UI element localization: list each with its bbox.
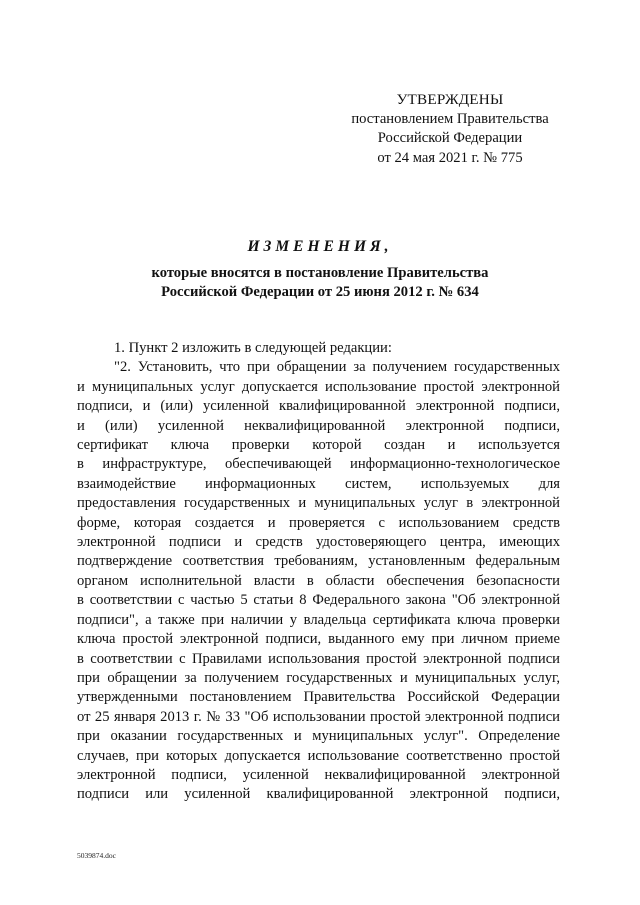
body-line-11: подтверждение соответствия требованиям, установленным федеральным (77, 553, 560, 570)
body-line-18: утвержденными постановлением Правительства Российской Федерации (77, 689, 560, 706)
body-line-20: при оказании государственных и муниципальных услуг". Определение (77, 728, 560, 745)
body-line-8: предоставления государственных и муниципальных услуг в электронной (77, 495, 560, 512)
document-body (77, 339, 560, 805)
body-line-15: ключа простой электронной подписи, выданного ему при личном приеме (77, 631, 560, 648)
body-line-23: подписи или усиленной квалифицированной электронной подписи, (77, 786, 560, 803)
body-line-3: подписи, и (или) усиленной квалифицированной электронной подписи, (77, 398, 560, 415)
body-line-14: подписи", а также при наличии у владельца сертификата ключа проверки (77, 611, 560, 628)
approval-block (330, 90, 570, 168)
body-line-9: форме, которая создается и проверяется с использованием средств (77, 514, 560, 531)
approval-line-3: от 24 мая 2021 г. № 775 (377, 149, 523, 166)
body-line-19: от 25 января 2013 г. № 33 "Об использовании простой электронной подписи (77, 708, 560, 725)
file-name-footer: 5039874.doc (77, 851, 116, 860)
body-line-21: случаев, при которых допускается использование соответственно простой (77, 747, 560, 764)
body-line-13: в соответствии с частью 5 статьи 8 Федерального закона "Об электронной (77, 592, 560, 609)
body-line-7: взаимодействие информационных систем, используемых для (77, 475, 560, 492)
body-line-17: при обращении за получением государственных и муниципальных услуг, (77, 669, 560, 686)
document-title: ИЗМЕНЕНИЯ, (247, 238, 393, 255)
body-line-12: органом исполнительной власти в области обеспечения безопасности (77, 572, 560, 589)
body-line-2: и муниципальных услуг допускается использование простой электронной (77, 378, 560, 395)
body-line-22: электронной подписи, усиленной неквалифицированной электронной (77, 766, 560, 783)
subtitle-line-1: которые вносятся в постановление Правительства (151, 265, 489, 281)
approval-line-1: постановлением Правительства (351, 110, 549, 127)
document-subtitle (60, 264, 580, 303)
body-line-6: в инфраструктуре, обеспечивающей информационно-технологическое (77, 456, 560, 473)
approval-line-2: Российской Федерации (377, 130, 523, 147)
body-line-1: "2. Установить, что при обращении за получением государственных (114, 359, 560, 376)
subtitle-line-2: Российской Федерации от 25 июня 2012 г. № 634 (161, 284, 479, 301)
approval-title: УТВЕРЖДЕНЫ (396, 91, 504, 108)
body-line-4: и (или) усиленной неквалифицированной электронной подписи, (77, 417, 560, 434)
body-line-10: электронной подписи и средств удостоверяющего центра, имеющих (77, 534, 560, 551)
item-1: 1. Пункт 2 изложить в следующей редакции: (114, 340, 392, 356)
body-line-16: в соответствии с Правилами использования простой электронной подписи (77, 650, 560, 667)
body-line-5: сертификат ключа проверки которой создан и используется (77, 437, 560, 454)
